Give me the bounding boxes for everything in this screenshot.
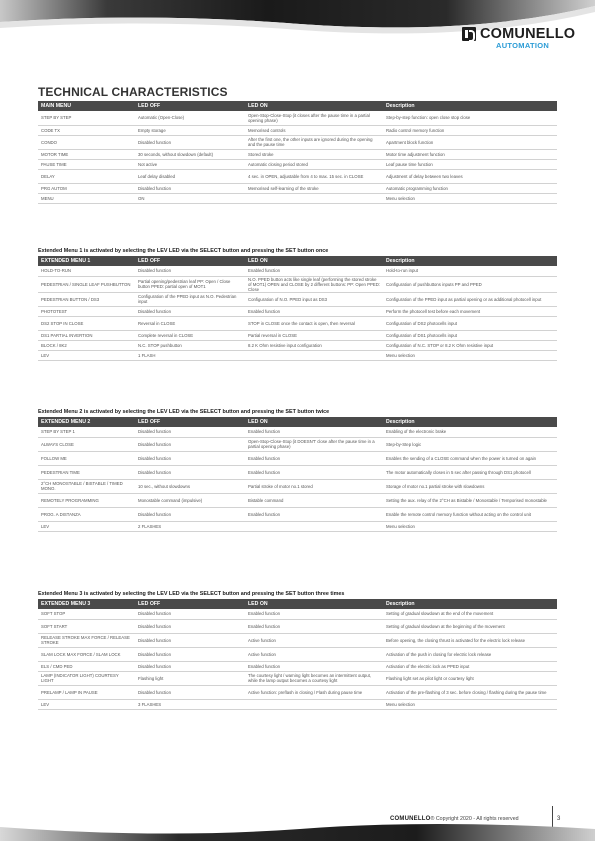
- cell-description: Enables the sending of a CLOSE command when the power is turned on again: [383, 451, 557, 465]
- table-row: [38, 451, 557, 465]
- cell-menu-item: BLOCK / 8K2: [38, 340, 135, 350]
- cell-led-on: Stored stroke: [245, 149, 383, 159]
- page-title: TECHNICAL CHARACTERISTICS: [38, 85, 228, 99]
- cell-led-off: Disabled function: [135, 507, 245, 521]
- cell-description: Automatic programming function: [383, 183, 557, 193]
- registered-mark-icon: ®: [430, 816, 435, 822]
- section-caption: Extended Menu 1 is activated by selecting the LEV LED via the SELECT button and pressing the SET button once: [38, 248, 329, 254]
- cell-led-on: [245, 350, 383, 360]
- cell-description: Flashing light set as pilot light or courtesy light: [383, 671, 557, 685]
- extended-menu-3-rows: [38, 609, 557, 709]
- cell-led-off: Monostable command (impulsive): [135, 493, 245, 507]
- extended-menu-3-section: [38, 589, 557, 710]
- col-header-description: Description: [383, 417, 557, 427]
- table-row: [38, 149, 557, 159]
- main-menu-section: [38, 101, 557, 204]
- cell-led-on: Configuration of N.O. PPED input as DS3: [245, 292, 383, 306]
- table-row: [38, 159, 557, 169]
- table-row: [38, 266, 557, 276]
- col-header-menu: EXTENDED MENU 3: [38, 599, 135, 609]
- cell-menu-item: SLAM LOCK MAX FORCE / SLAM LOCK: [38, 647, 135, 661]
- cell-menu-item: PEDESTRIAN BUTTON / DS3: [38, 292, 135, 306]
- cell-description: Activation of the electric lock as PPED input: [383, 661, 557, 671]
- cell-led-on: 8.2 K Ohm resistive input configuration: [245, 340, 383, 350]
- cell-led-off: Disabled function: [135, 633, 245, 647]
- cell-led-off: Flashing light: [135, 671, 245, 685]
- cell-led-off: ON: [135, 193, 245, 203]
- cell-led-off: Disabled function: [135, 183, 245, 193]
- extended-menu-1-section: [38, 246, 557, 361]
- cell-description: Menu selection: [383, 350, 557, 360]
- cell-led-on: Enabled function: [245, 619, 383, 633]
- cell-menu-item: DS2 STOP IN CLOSE: [38, 316, 135, 330]
- col-header-description: Description: [383, 101, 557, 111]
- cell-description: Configuration of the PPED input as partial opening or as additional photocell input: [383, 292, 557, 306]
- table-row: [38, 465, 557, 479]
- cell-menu-item: PRG AUTOM: [38, 183, 135, 193]
- cell-led-off: Complete reversal in CLOSE: [135, 330, 245, 340]
- col-header-menu: EXTENDED MENU 2: [38, 417, 135, 427]
- section-caption: Extended Menu 3 is activated by selecting the LEV LED via the SELECT button and pressing the SET button three times: [38, 591, 345, 597]
- table-row: [38, 609, 557, 619]
- cell-led-on: Open-Stop-Close-Stop (it closes after the pause time in a partial opening phase): [245, 111, 383, 125]
- cell-description: Storage of motor no.1 partial stroke with slowdowns: [383, 479, 557, 493]
- col-header-description: Description: [383, 256, 557, 266]
- table-row: [38, 330, 557, 340]
- col-header-led-off: LED OFF: [135, 256, 245, 266]
- cell-description: Motor time adjustment function: [383, 149, 557, 159]
- table-header-row: [38, 417, 557, 427]
- cell-led-off: Disabled function: [135, 609, 245, 619]
- cell-led-off: Disabled function: [135, 427, 245, 437]
- cell-menu-item: LEV: [38, 350, 135, 360]
- cell-description: Configuration of pushbuttons inputs PP and PPED: [383, 276, 557, 292]
- cell-description: The motor automatically closes in 5 sec after passing through DS1 photocell: [383, 465, 557, 479]
- cell-led-on: Open-Stop-Close-Stop (it DOESN'T close after the pause time in a partial opening phase): [245, 437, 383, 451]
- cell-menu-item: REMOTELY PROGRAMMING: [38, 493, 135, 507]
- cell-description: Enabling of the electronic brake: [383, 427, 557, 437]
- cell-led-off: Partial opening/pedestrian leaf PP: Open / Close button PPED: partial open of MOT1: [135, 276, 245, 292]
- cell-led-off: 1 FLASH: [135, 350, 245, 360]
- table-row: [38, 169, 557, 183]
- main-menu-table: [38, 101, 557, 204]
- cell-description: Leaf pause time function: [383, 159, 557, 169]
- cell-menu-item: STEP BY STEP: [38, 111, 135, 125]
- table-row: [38, 479, 557, 493]
- table-row: [38, 521, 557, 531]
- table-row: [38, 671, 557, 685]
- table-row: [38, 292, 557, 306]
- cell-menu-item: PEDESTRIAN TIME: [38, 465, 135, 479]
- table-row: [38, 427, 557, 437]
- table-row: [38, 183, 557, 193]
- cell-led-off: Not active: [135, 159, 245, 169]
- cell-description: Menu selection: [383, 699, 557, 709]
- extended-menu-3-table: [38, 599, 557, 710]
- cell-description: Step-by-step function: open close stop close: [383, 111, 557, 125]
- cell-led-on: [245, 521, 383, 531]
- cell-led-off: N.C. STOP pushbutton: [135, 340, 245, 350]
- cell-led-on: Memorised self-learning of the stroke: [245, 183, 383, 193]
- cell-menu-item: 2°CH MONOSTABLE / BISTABLE / TIMED MONO.: [38, 479, 135, 493]
- cell-led-on: Enabled function: [245, 266, 383, 276]
- cell-menu-item: MOTOR TIME: [38, 149, 135, 159]
- cell-menu-item: DS1 PARTIAL INVERTION: [38, 330, 135, 340]
- cell-description: Menu selection: [383, 521, 557, 531]
- cell-description: Activation of the push in closing for electric lock release: [383, 647, 557, 661]
- table-row: [38, 699, 557, 709]
- col-header-menu: EXTENDED MENU 1: [38, 256, 135, 266]
- cell-menu-item: LEV: [38, 521, 135, 531]
- brand-logo: [462, 25, 582, 55]
- table-row: [38, 306, 557, 316]
- cell-led-on: STOP in CLOSE once the contact is open, then reversal: [245, 316, 383, 330]
- table-row: [38, 647, 557, 661]
- cell-led-on: Enabled function: [245, 661, 383, 671]
- cell-led-on: Enabled function: [245, 465, 383, 479]
- cell-description: Setting the aux. relay of the 2°CH as Bistable / Monostable / Temporised monostable: [383, 493, 557, 507]
- cell-description: Activation of the pre-flashing of 3 sec. before closing / flashing during the pause time: [383, 685, 557, 699]
- table-row: [38, 111, 557, 125]
- table-row: [38, 437, 557, 451]
- col-header-led-on: LED ON: [245, 256, 383, 266]
- cell-led-off: Automatic (Open-Close): [135, 111, 245, 125]
- cell-led-off: 2 FLASHES: [135, 521, 245, 531]
- main-menu-rows: [38, 111, 557, 203]
- cell-menu-item: PRELAMP / LAMP IN PAUSE: [38, 685, 135, 699]
- cell-led-off: Disabled function: [135, 451, 245, 465]
- cell-description: Setting of gradual slowdown at the end of the movement: [383, 609, 557, 619]
- cell-description: Configuration of DS2 photocells input: [383, 316, 557, 330]
- table-header-row: [38, 599, 557, 609]
- cell-description: Apartment block function: [383, 135, 557, 149]
- cell-menu-item: ELS / CMD PED: [38, 661, 135, 671]
- table-row: [38, 125, 557, 135]
- table-row: [38, 350, 557, 360]
- cell-description: Adjustment of delay between two leaves: [383, 169, 557, 183]
- cell-led-on: Enabled function: [245, 306, 383, 316]
- col-header-description: Description: [383, 599, 557, 609]
- cell-led-on: Bistable command: [245, 493, 383, 507]
- cell-description: Setting of gradual slowdown at the beginning of the movement: [383, 619, 557, 633]
- cell-led-on: [245, 699, 383, 709]
- cell-led-off: Disabled function: [135, 685, 245, 699]
- cell-led-on: Enabled function: [245, 427, 383, 437]
- cell-led-off: Disabled function: [135, 306, 245, 316]
- table-row: [38, 633, 557, 647]
- cell-menu-item: SOFT STOP: [38, 609, 135, 619]
- cell-led-on: Active function: preflash in closing / Flash during pause time: [245, 685, 383, 699]
- extended-menu-1-rows: [38, 266, 557, 360]
- extended-menu-2-rows: [38, 427, 557, 531]
- cell-led-on: N.O. PPED button acts like single leaf (performing the stored stroke of MOT1) OPEN and CLOSE by 2 different buttons: PP: Open PPED: Close: [245, 276, 383, 292]
- col-header-led-on: LED ON: [245, 417, 383, 427]
- cell-led-off: Leaf delay disabled: [135, 169, 245, 183]
- table-row: [38, 493, 557, 507]
- cell-led-on: 4 sec. in OPEN, adjustable from 4 to max. 15 sec. in CLOSE: [245, 169, 383, 183]
- cell-menu-item: STEP BY STEP 1: [38, 427, 135, 437]
- table-row: [38, 661, 557, 671]
- cell-led-off: 3 FLASHES: [135, 699, 245, 709]
- cell-menu-item: CONDO: [38, 135, 135, 149]
- table-row: [38, 507, 557, 521]
- cell-led-on: The courtesy light / warning light becomes an intermittent output, while the lamp output becomes a courtesy light: [245, 671, 383, 685]
- page-number: 3: [557, 816, 561, 822]
- cell-menu-item: PROG. A DISTANZA: [38, 507, 135, 521]
- cell-led-off: Empty storage: [135, 125, 245, 135]
- brand-tagline: AUTOMATION: [496, 41, 550, 50]
- extended-menu-2-table: [38, 417, 557, 532]
- col-header-led-on: LED ON: [245, 101, 383, 111]
- cell-led-off: Disabled function: [135, 266, 245, 276]
- table-row: [38, 276, 557, 292]
- cell-menu-item: RELEASE STROKE MAX FORCE / RELEASE STROKE: [38, 633, 135, 647]
- footer-wave-decoration: [0, 815, 595, 841]
- table-row: [38, 135, 557, 149]
- col-header-led-on: LED ON: [245, 599, 383, 609]
- cell-menu-item: FOLLOW ME: [38, 451, 135, 465]
- cell-menu-item: CODE TX: [38, 125, 135, 135]
- cell-description: Before opening, the closing thrust is activated for the electric lock release: [383, 633, 557, 647]
- section-caption: Extended Menu 2 is activated by selecting the LEV LED via the SELECT button and pressing the SET button twice: [38, 409, 330, 415]
- cell-led-off: Disabled function: [135, 465, 245, 479]
- col-header-led-off: LED OFF: [135, 599, 245, 609]
- cell-menu-item: LAMP (INDICATOR LIGHT) COURTESY LIGHT: [38, 671, 135, 685]
- footer-brand: COMUNELLO: [390, 816, 431, 822]
- cell-menu-item: SOFT START: [38, 619, 135, 633]
- cell-menu-item: MENU: [38, 193, 135, 203]
- cell-led-on: Enabled function: [245, 609, 383, 619]
- cell-led-off: Disabled function: [135, 135, 245, 149]
- cell-description: Configuration of DS1 photocells input: [383, 330, 557, 340]
- cell-led-on: Partial reversal in CLOSE: [245, 330, 383, 340]
- cell-menu-item: ALWAYS CLOSE: [38, 437, 135, 451]
- table-row: [38, 685, 557, 699]
- cell-led-on: Active function: [245, 647, 383, 661]
- brand-name: COMUNELLO: [480, 26, 576, 42]
- cell-description: Menu selection: [383, 193, 557, 203]
- col-header-led-off: LED OFF: [135, 417, 245, 427]
- table-row: [38, 193, 557, 203]
- cell-led-on: Automatic closing period stored: [245, 159, 383, 169]
- cell-led-off: Disabled function: [135, 647, 245, 661]
- cell-led-off: Disabled function: [135, 619, 245, 633]
- cell-menu-item: LEV: [38, 699, 135, 709]
- cell-led-on: Active function: [245, 633, 383, 647]
- cell-description: Perform the photocell test before each movement: [383, 306, 557, 316]
- cell-led-on: After the first one, the other inputs are ignored during the opening and the pause time: [245, 135, 383, 149]
- cell-description: Radio control memory function: [383, 125, 557, 135]
- table-row: [38, 340, 557, 350]
- cell-menu-item: HOLD-TO-RUN: [38, 266, 135, 276]
- brand-mark-icon: [462, 27, 476, 41]
- col-header-led-off: LED OFF: [135, 101, 245, 111]
- cell-led-off: 30 seconds, without slowdown (default): [135, 149, 245, 159]
- extended-menu-2-section: [38, 407, 557, 532]
- cell-menu-item: DELAY: [38, 169, 135, 183]
- cell-description: Configuration of N.C. STOP or 8.2 K Ohm resistive input: [383, 340, 557, 350]
- cell-led-off: Disabled function: [135, 437, 245, 451]
- cell-led-on: Partial stroke of motor no.1 stored: [245, 479, 383, 493]
- cell-led-on: Enabled function: [245, 451, 383, 465]
- cell-description: Hold-to-run input: [383, 266, 557, 276]
- cell-menu-item: PAUSE TIME: [38, 159, 135, 169]
- col-header-menu: MAIN MENU: [38, 101, 135, 111]
- cell-led-off: 10 sec., without slowdowns: [135, 479, 245, 493]
- cell-description: Step-by-Step logic: [383, 437, 557, 451]
- table-row: [38, 316, 557, 330]
- table-header-row: [38, 101, 557, 111]
- cell-led-off: Reversal in CLOSE: [135, 316, 245, 330]
- extended-menu-1-table: [38, 256, 557, 361]
- cell-led-on: Enabled function: [245, 507, 383, 521]
- cell-menu-item: PHOTOTEST: [38, 306, 135, 316]
- copyright-text: Copyright 2020 - All rights reserved: [435, 816, 519, 822]
- cell-led-on: [245, 193, 383, 203]
- cell-led-off: Configuration of the PPED input as N.O. Pedestrian input: [135, 292, 245, 306]
- cell-description: Enable the remote control memory function without acting on the control unit: [383, 507, 557, 521]
- cell-led-on: Memorised controls: [245, 125, 383, 135]
- cell-menu-item: PEDESTRIAN / SINGLE LEAF PUSHBUTTON: [38, 276, 135, 292]
- table-header-row: [38, 256, 557, 266]
- cell-led-off: Disabled function: [135, 661, 245, 671]
- table-row: [38, 619, 557, 633]
